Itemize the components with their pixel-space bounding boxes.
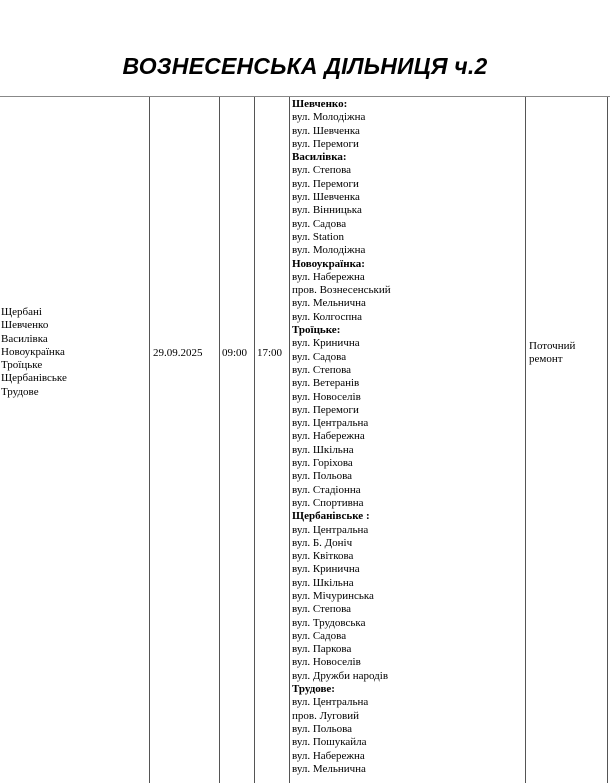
street-name: вул. Мічуринська <box>292 589 374 602</box>
street-name: вул. Перемоги <box>292 137 359 150</box>
street-name: вул. Польова <box>292 470 353 483</box>
street-name: вул. Садова <box>292 629 347 642</box>
street-name: вул. Набережна <box>292 430 365 443</box>
street-name: пров. Луговий <box>292 709 359 722</box>
column-divider <box>149 97 150 783</box>
village-header: Троїцьке: <box>292 324 341 337</box>
village-name: Трудове <box>1 385 39 398</box>
column-divider <box>289 97 290 783</box>
village-name: Василівка <box>1 332 48 345</box>
outage-table <box>0 96 610 783</box>
column-divider <box>607 97 608 783</box>
street-name: вул. Новоселів <box>292 390 361 403</box>
street-name: пров. Вознесенський <box>292 284 391 297</box>
village-name: Щербані <box>1 306 42 318</box>
column-divider <box>525 97 526 783</box>
street-name: вул. Шкільна <box>292 443 354 456</box>
street-name: вул. Трудовська <box>292 616 366 629</box>
village-name: Щербанівське <box>1 372 67 385</box>
street-name: вул. Центральна <box>292 523 369 536</box>
street-name: вул. Шкільна <box>292 576 354 589</box>
street-name: вул. Кринична <box>292 563 360 576</box>
village-header: Новоукраїнка: <box>292 257 365 270</box>
street-name: вул. Набережна <box>292 749 365 762</box>
street-name: вул. Б. Доніч <box>292 536 353 549</box>
street-name: вул. Перемоги <box>292 403 359 416</box>
streets-cell <box>292 98 391 776</box>
street-name: вул. Степова <box>292 164 352 177</box>
start-time-cell: 09:00 <box>222 347 248 359</box>
street-name: вул. Набережна <box>292 270 365 283</box>
street-name: вул. Центральна <box>292 696 369 709</box>
village-header: Василівка: <box>292 151 347 164</box>
street-name: вул. Кринична <box>292 337 360 350</box>
street-name: вул. Перемоги <box>292 177 359 190</box>
street-name: вул. Новоселів <box>292 656 361 669</box>
street-name: вул. Садова <box>292 350 347 363</box>
village-header: Щербанівське : <box>292 510 370 523</box>
street-name: вул. Шевченка <box>292 124 360 137</box>
street-name: вул. Квіткова <box>292 550 354 563</box>
street-name: вул. Центральна <box>292 417 369 430</box>
street-name: вул. Молодіжна <box>292 111 366 124</box>
street-name: вул. Мельнична <box>292 762 366 775</box>
street-name: вул. Польова <box>292 722 353 735</box>
date-cell: 29.09.2025 <box>153 347 203 359</box>
village-header: Трудове: <box>292 683 335 696</box>
street-name: вул. Садова <box>292 217 347 230</box>
street-name: вул. Мельнична <box>292 297 366 310</box>
column-divider <box>254 97 255 783</box>
street-name: вул. Молодіжна <box>292 244 366 257</box>
street-name: вул. Спортивна <box>292 496 364 509</box>
street-name: вул. Степова <box>292 363 352 376</box>
villages-cell <box>1 306 67 399</box>
street-name: вул. Station <box>292 230 344 243</box>
end-time-cell: 17:00 <box>257 347 283 359</box>
street-name: вул. Колгоспна <box>292 310 363 323</box>
street-name: вул. Паркова <box>292 643 352 656</box>
street-name: вул. Ветеранів <box>292 377 360 390</box>
reason-cell: Поточний ремонт <box>529 340 576 366</box>
street-name: вул. Горіхова <box>292 457 353 470</box>
village-name: Троїцьке <box>1 359 43 372</box>
street-name: вул. Шевченка <box>292 191 360 204</box>
page-title: ВОЗНЕСЕНСЬКА ДІЛЬНИЦЯ ч.2 <box>122 53 488 79</box>
street-name: вул. Вінницька <box>292 204 362 217</box>
street-name: вул. Дружби народів <box>292 669 389 682</box>
street-name: вул. Пошукайла <box>292 736 367 749</box>
village-name: Шевченко <box>1 319 49 332</box>
village-name: Новоукраїнка <box>1 345 65 358</box>
street-name: вул. Степова <box>292 603 352 616</box>
column-divider <box>219 97 220 783</box>
village-header: Шевченко: <box>292 98 348 110</box>
street-name: вул. Стадіонна <box>292 483 361 496</box>
